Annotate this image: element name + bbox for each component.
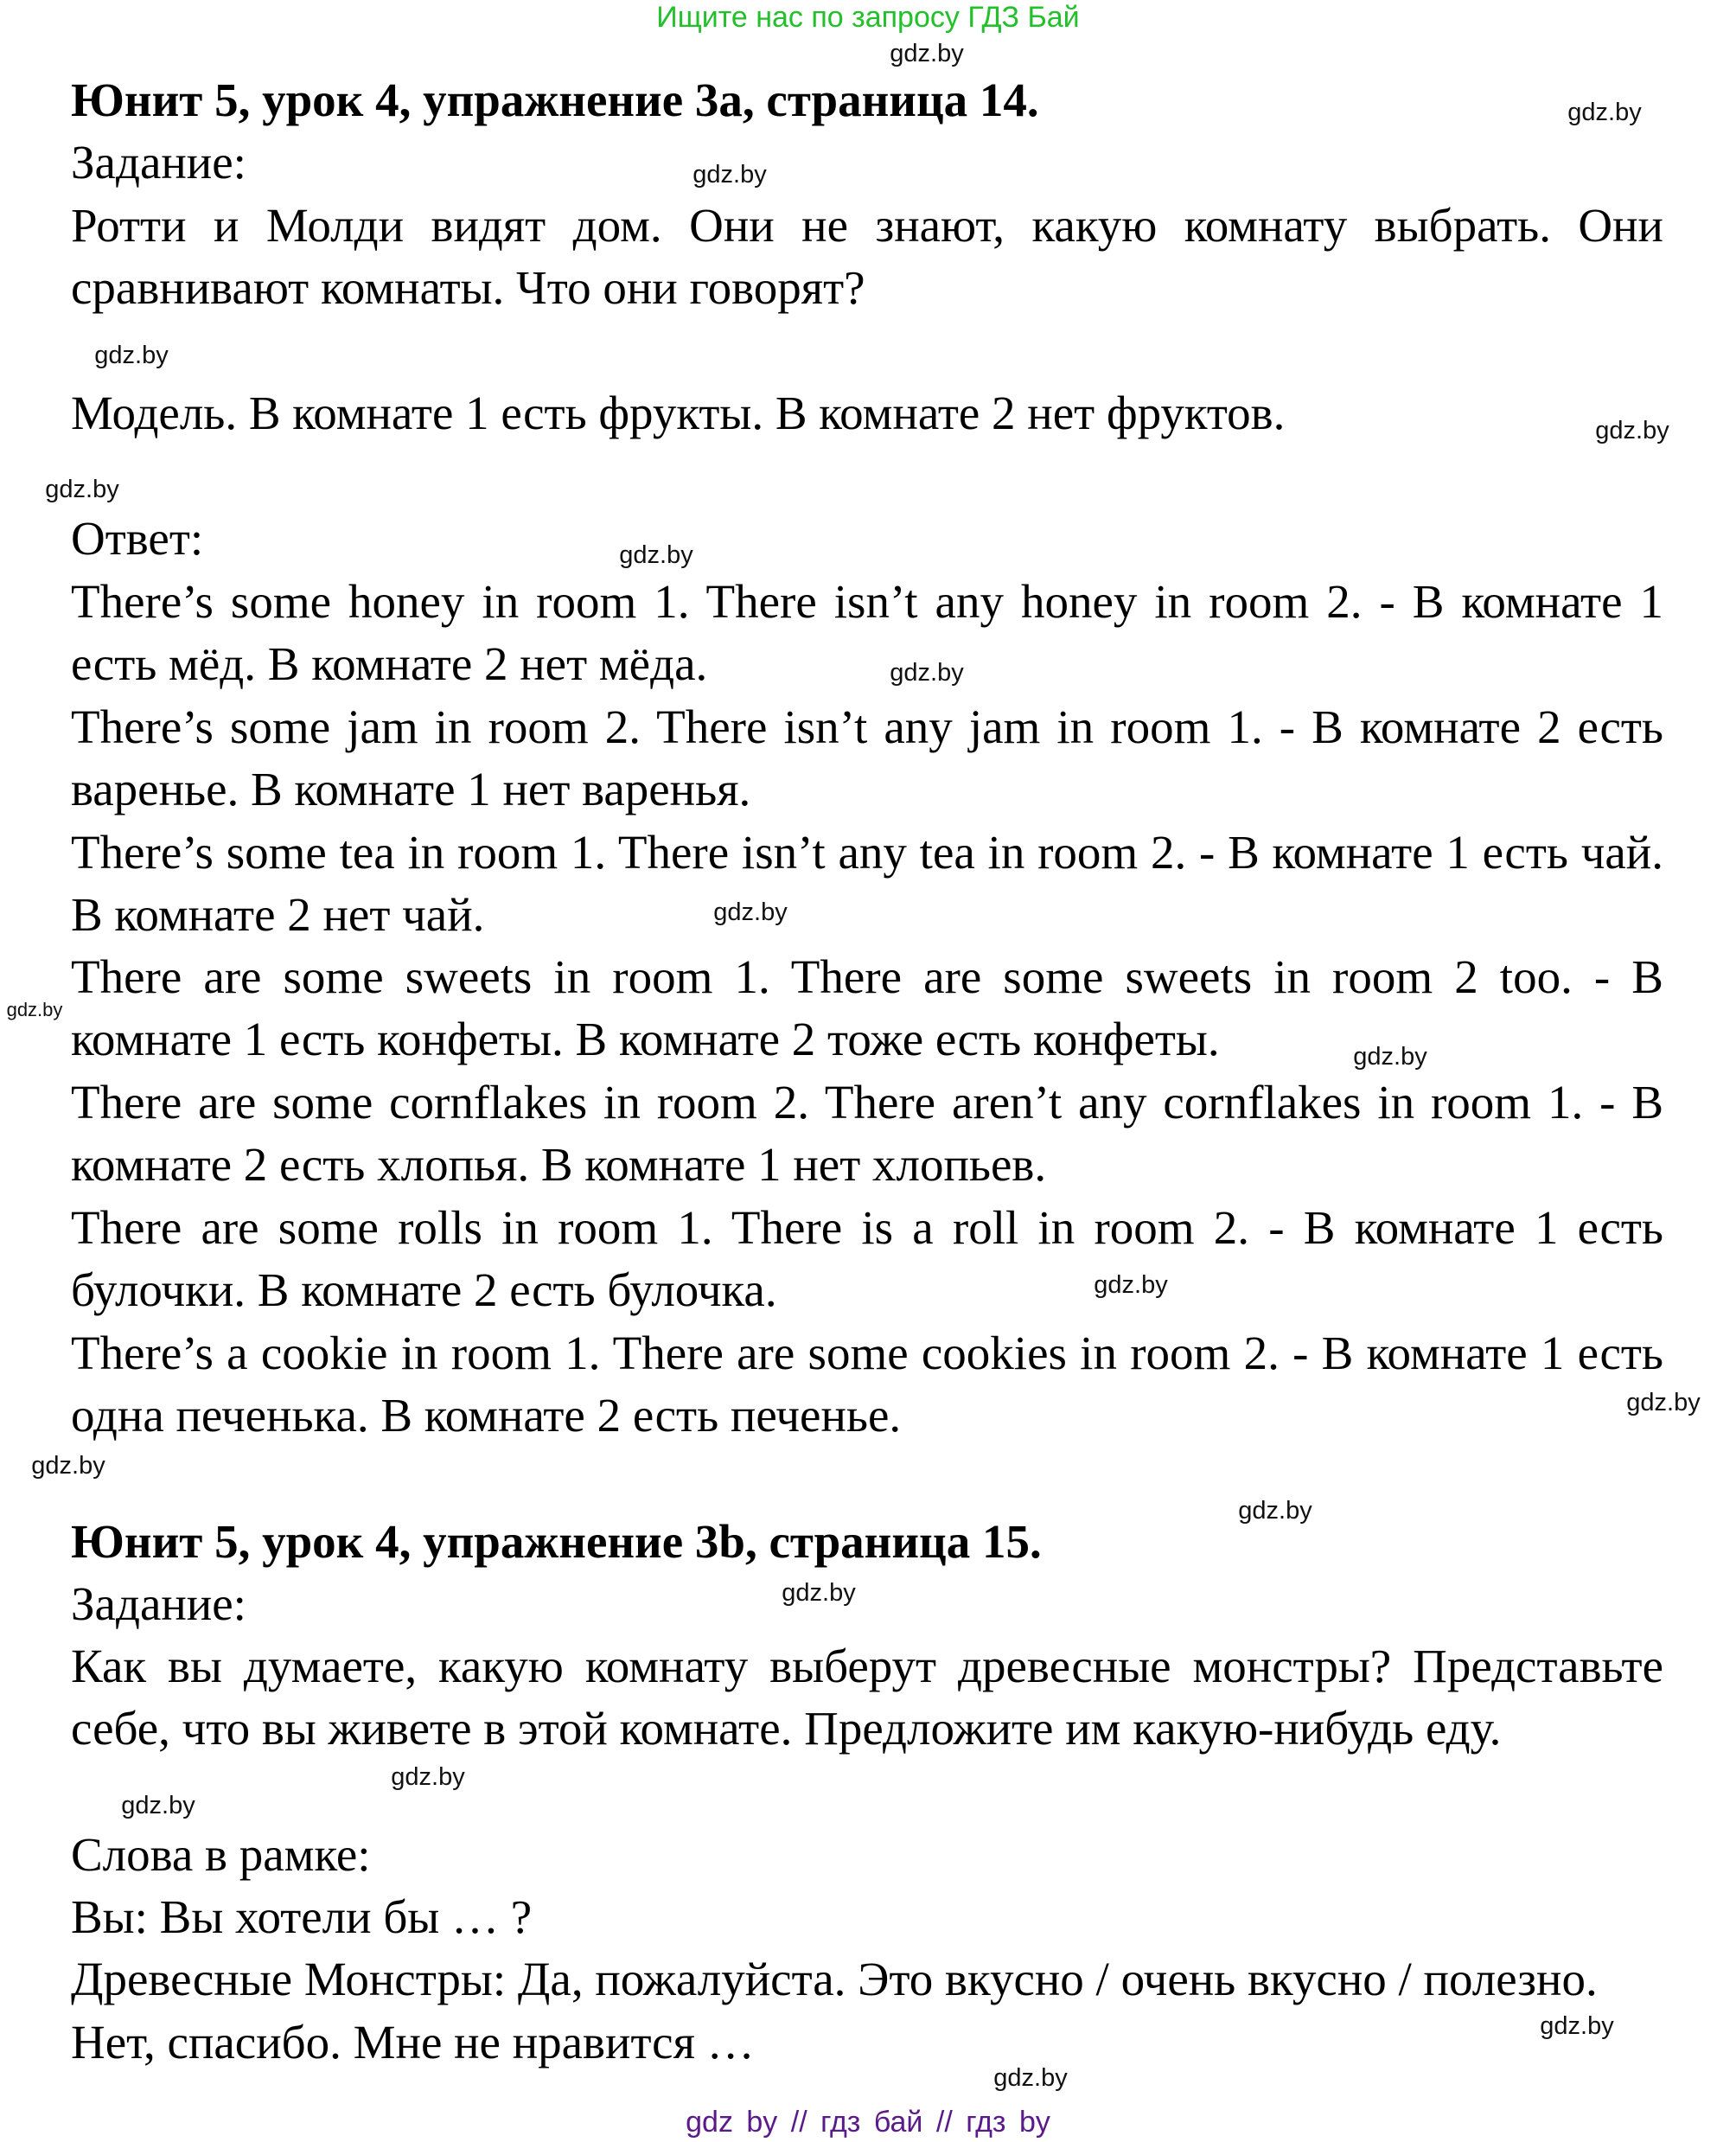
section1-task-text: Ротти и Молди видят дом. Они не знают, какую комнату выбрать. Они сравнивают комнаты. Что они говорят? xyxy=(71,199,1663,315)
watermark: gdz.by xyxy=(45,476,119,503)
answer-item: There’s a cookie in room 1. There are some cookies in room 2. - В комнате 1 есть одна печенька. В комнате 2 есть печенье. xyxy=(71,1327,1663,1442)
answer-item: There’s some honey in room 1. There isn’t any honey in room 2. - В комнате 1 есть мёд. В комнате 2 нет мёда. xyxy=(71,575,1663,691)
watermark: gdz.by xyxy=(713,898,788,926)
watermark: gdz.by xyxy=(121,1792,195,1819)
section1-title: Юнит 5, урок 4, упражнение 3a, страница 14. xyxy=(71,74,1039,126)
dialog-line: Вы: Вы хотели бы … ? xyxy=(71,1890,533,1943)
answer-item: There’s some jam in room 2. There isn’t any jam in room 1. - В комнате 2 есть варенье. В комнате 1 нет варенья. xyxy=(71,700,1663,816)
top-banner: Ищите нас по запросу ГДЗ Бай xyxy=(656,1,1080,34)
dialog-line: Древесные Монстры: Да, пожалуйста. Это вкусно / очень вкусно / полезно. xyxy=(71,1953,1598,2005)
watermark: gdz.by xyxy=(391,1763,465,1791)
section1-task-label: Задание: xyxy=(71,136,246,189)
watermark: gdz.by xyxy=(993,2064,1068,2092)
watermark: gdz.by xyxy=(1540,2012,1614,2040)
answer-item: There’s some tea in room 1. There isn’t any tea in room 2. - В комнате 1 есть чай. В комнате 2 нет чай. xyxy=(71,826,1663,942)
watermark: gdz.by xyxy=(1626,1389,1701,1416)
answer-item: There are some cornflakes in room 2. There aren’t any cornflakes in room 1. - В комнате 2 есть хлопья. В комнате 1 нет хлопьев. xyxy=(71,1076,1663,1192)
watermark: gdz.by xyxy=(31,1452,105,1480)
section1-model: Модель. В комнате 1 есть фрукты. В комнате 2 нет фруктов. xyxy=(71,387,1286,439)
watermark: gdz.by xyxy=(782,1579,856,1607)
watermark: gdz.by xyxy=(619,541,693,569)
watermark: gdz.by xyxy=(890,659,964,687)
box-label: Слова в рамке: xyxy=(71,1828,371,1881)
section1-answer-label: Ответ: xyxy=(71,512,204,565)
watermark: gdz.by xyxy=(1595,417,1669,444)
bottom-banner: gdz by // гдз бай // гдз by xyxy=(686,2106,1050,2139)
answer-item: There are some sweets in room 1. There are some sweets in room 2 too. - В комнате 1 есть конфеты. В комнате 2 тоже есть конфеты. xyxy=(71,950,1663,1066)
watermark: gdz.by xyxy=(6,999,63,1020)
section2-title: Юнит 5, урок 4, упражнение 3b, страница 15. xyxy=(71,1515,1042,1568)
watermark: gdz.by xyxy=(890,40,964,67)
watermark: gdz.by xyxy=(94,342,169,369)
answer-item: There are some rolls in room 1. There is a roll in room 2. - В комнате 1 есть булочки. В комнате 2 есть булочка. xyxy=(71,1201,1663,1317)
watermark: gdz.by xyxy=(1353,1043,1427,1071)
section2-task-text: Как вы думаете, какую комнату выберут древесные монстры? Представьте себе, что вы живете в этой комнате. Предложите им какую-нибудь еду. xyxy=(71,1640,1663,1755)
watermark: gdz.by xyxy=(1094,1271,1168,1299)
watermark: gdz.by xyxy=(1567,99,1642,126)
section2-task-label: Задание: xyxy=(71,1577,246,1630)
watermark: gdz.by xyxy=(692,161,767,189)
dialog-line: Нет, спасибо. Мне не нравится … xyxy=(71,2016,755,2068)
watermark: gdz.by xyxy=(1238,1497,1312,1525)
